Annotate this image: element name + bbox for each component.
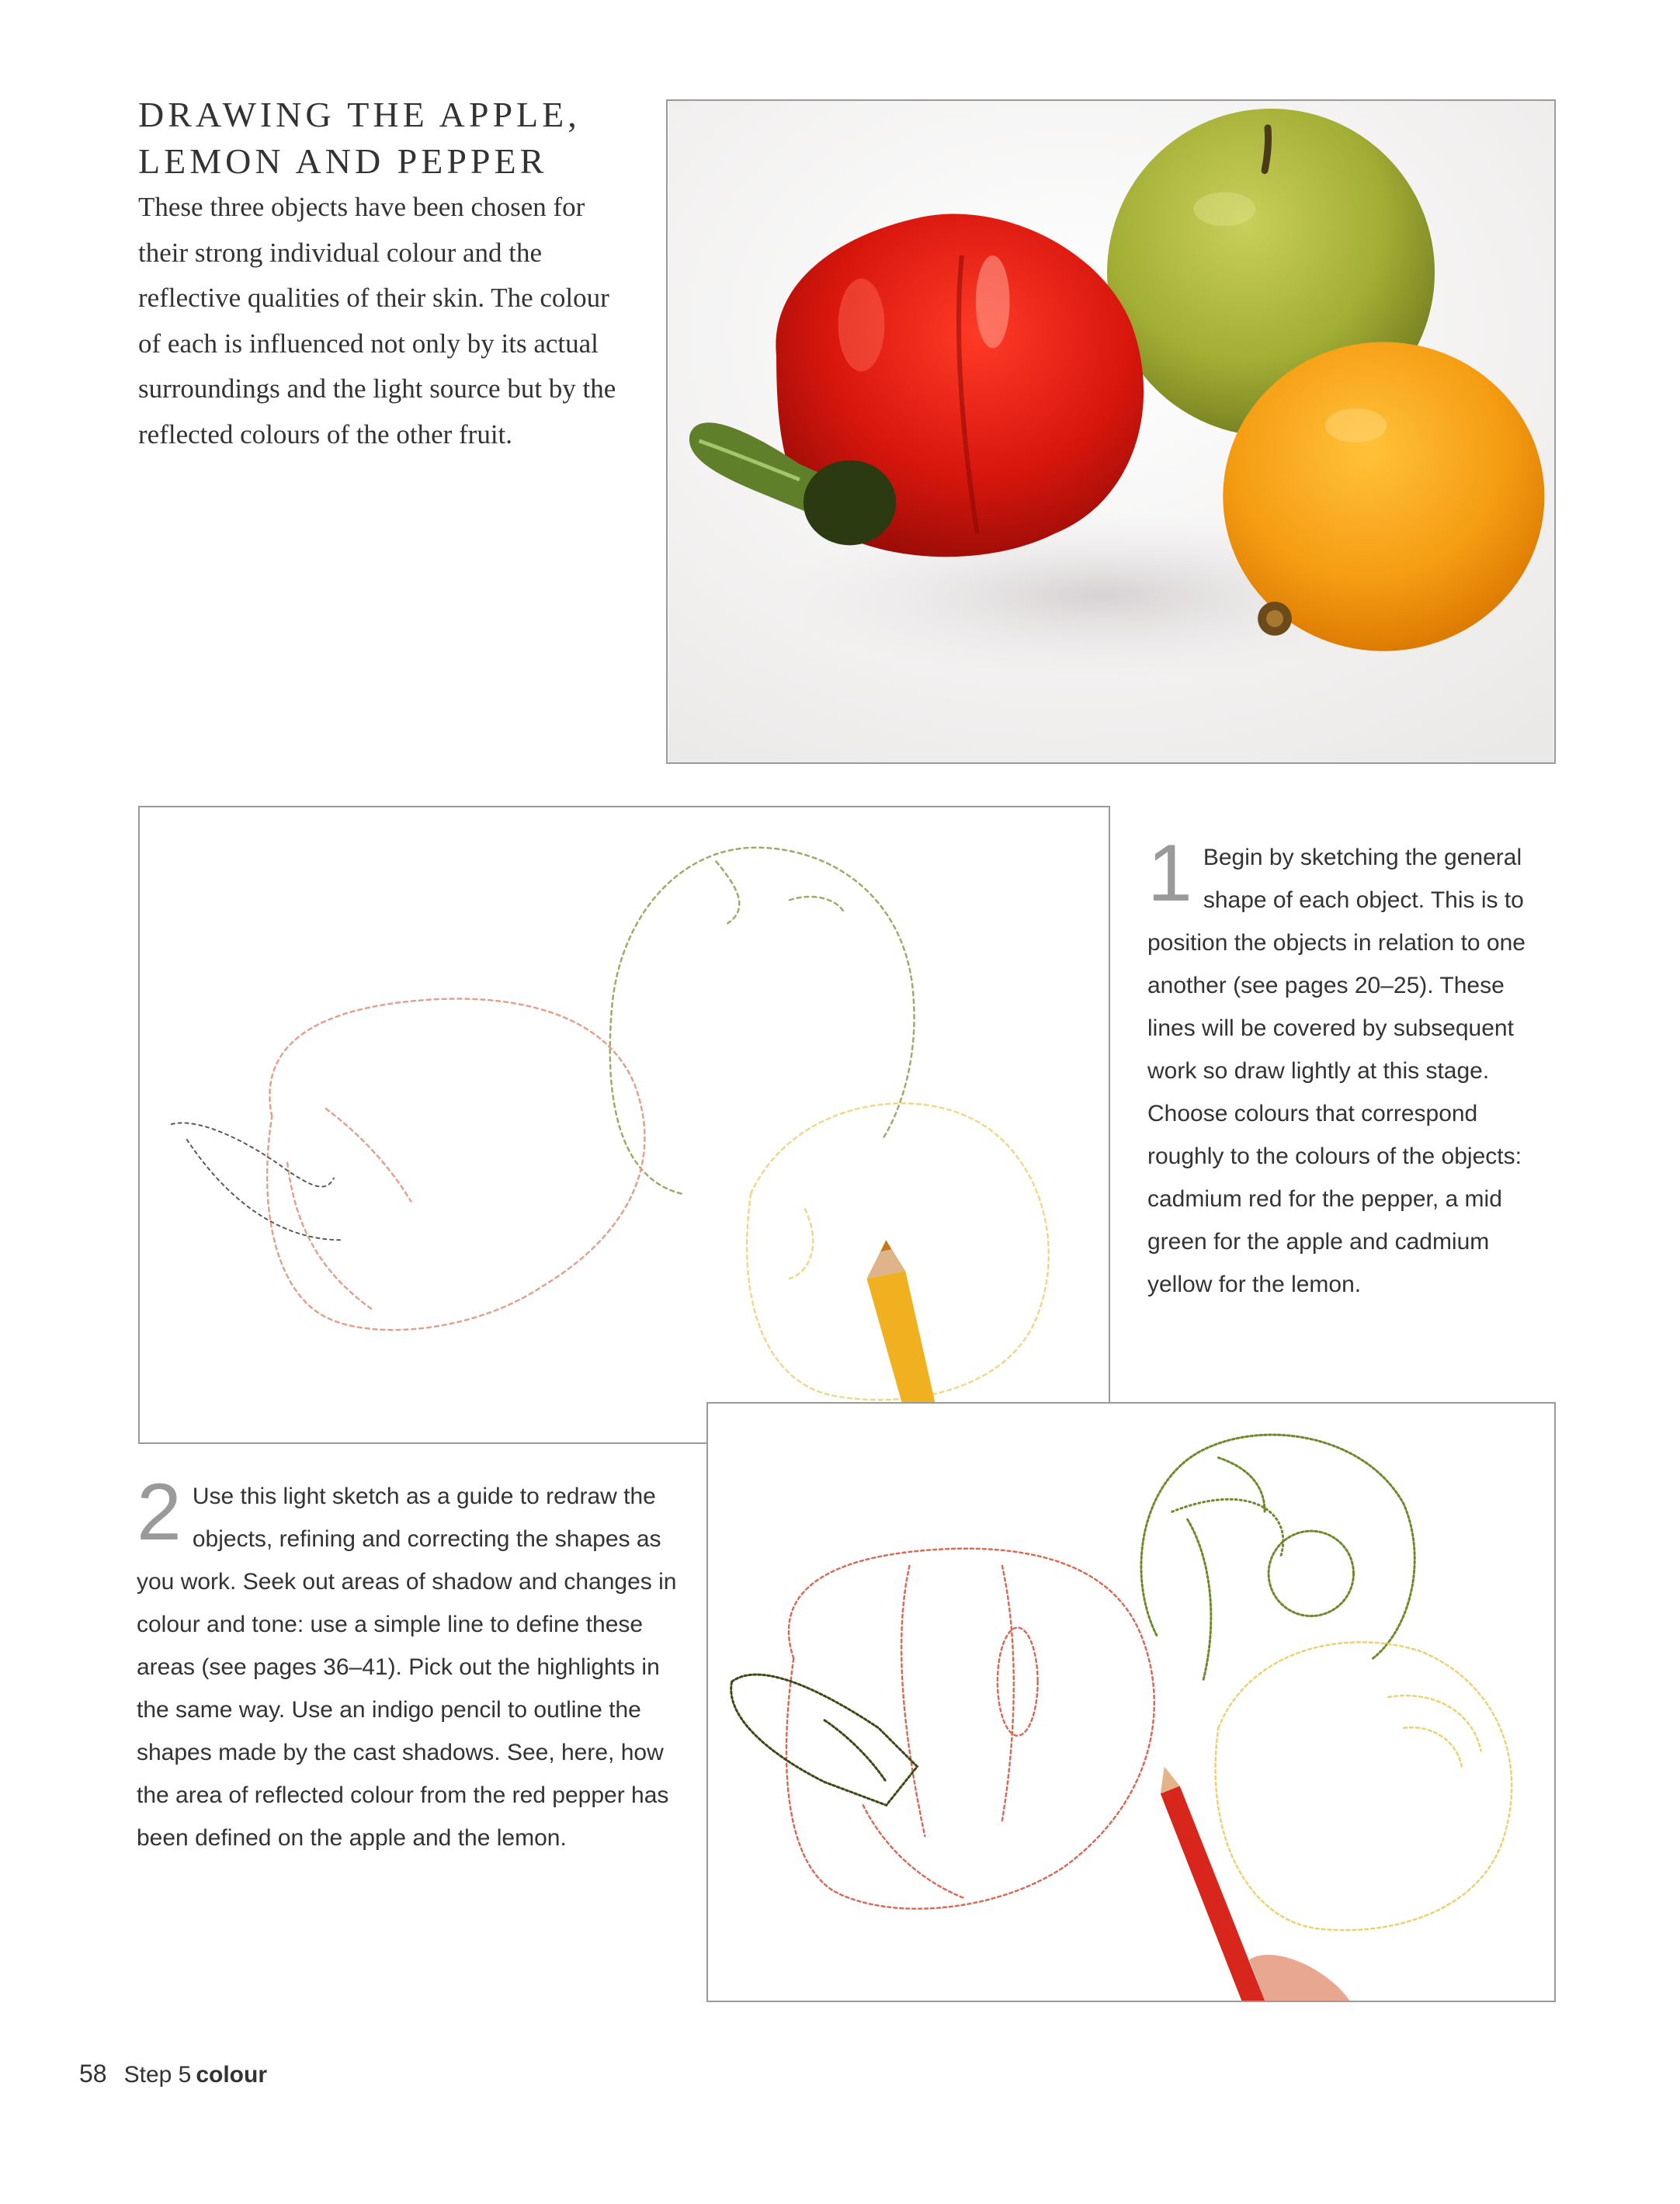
pepper-refined-outline [786, 1549, 1154, 1909]
stem-outline [172, 1123, 342, 1240]
stem-refined-outline [731, 1675, 918, 1805]
lemon-refined-outline [1216, 1642, 1512, 1930]
apple-outline [610, 848, 915, 1194]
lemon-shape [1223, 342, 1544, 651]
page-number: 58 [79, 2060, 107, 2088]
step2-text: Use this light sketch as a guide to redraw the objects, refining and correcting the shapes as you work. Seek out areas of shadow and changes in colour and tone: use a simple line to define these areas (see pages 36–41). Pick out the highlights in the same way. Use an indigo pencil to outline the shapes made by the cast shadows. See, here, how the area of reflected colour from the red pepper has been defined on the apple and the lemon. [137, 1484, 677, 1851]
step2-number: 2 [137, 1467, 182, 1557]
step1-number: 1 [1147, 828, 1192, 918]
step1-sketch-image [138, 806, 1110, 1444]
footer-section: colour [196, 2062, 267, 2088]
page-heading: DRAWING THE APPLE, LEMON AND PEPPER [138, 95, 581, 181]
intro-paragraph: These three objects have been chosen for their strong individual colour and the reflective qualities of their skin. The colour of each is influenced not only by its actual surroundings and the light source but by the reflected colours of the other fruit. [138, 192, 616, 449]
page-footer [79, 2058, 267, 2091]
footer-step-label: Step 5 [123, 2062, 192, 2088]
apple-refined-outline [1141, 1435, 1414, 1682]
pepper-outline [267, 998, 644, 1330]
step2-sketch-image [706, 1402, 1556, 2002]
step2-instructions [137, 1467, 680, 1859]
step1-instructions [1147, 828, 1551, 1306]
red-pencil [1161, 1767, 1350, 2001]
fruit-photo [666, 99, 1556, 764]
step1-text: Begin by sketching the general shape of each object. This is to position the objects in relation to one another (see pages 20–25). These lines will be covered by subsequent work so draw lightly at this stage. Choose colours that correspond roughly to the colours of the objects: cadmium red for the pepper, a mid green for the apple and cadmium yellow for the lemon. [1147, 845, 1526, 1297]
